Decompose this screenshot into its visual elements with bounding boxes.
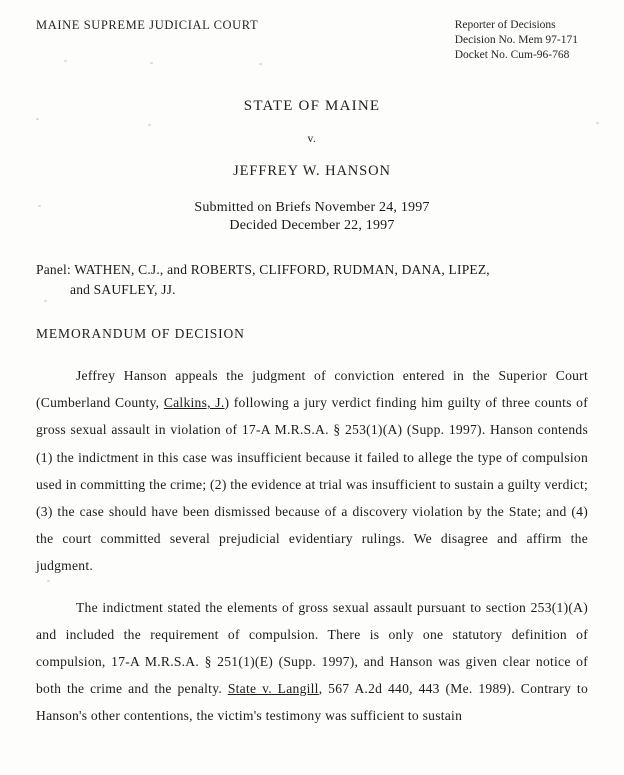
submitted-date: Submitted on Briefs November 24, 1997 (194, 199, 430, 215)
scan-speck (38, 205, 41, 207)
citation-calkins-j: Calkins, J. (163, 395, 225, 411)
scan-speck (47, 580, 50, 582)
case-caption (36, 98, 588, 234)
versus-label: v. (307, 132, 317, 145)
scan-speck (44, 300, 47, 302)
case-party-state: STATE OF MAINE (243, 97, 381, 114)
opinion-paragraph-2 (36, 594, 588, 730)
reporter-block (455, 18, 578, 64)
scan-speck (596, 122, 599, 124)
memorandum-title: MEMORANDUM OF DECISION (36, 326, 245, 342)
decision-number: Decision No. Mem 97-171 (454, 34, 578, 47)
opinion-paragraph-1 (36, 362, 588, 580)
paragraph-2-text-b: , 567 A.2d 440, 443 (Me. 1989). Contrary to Hanson's other contentions, the victim's testimony was sufficient to sustain (36, 681, 588, 724)
docket-number: Docket No. Cum-96-768 (454, 49, 570, 62)
court-name: MAINE SUPREME JUDICIAL COURT (36, 18, 259, 32)
scan-speck (148, 124, 151, 126)
paragraph-2-text-a: The indictment stated the elements of gross sexual assault pursuant to section 253(1)(A) and included the requirement of compulsion. There is only one statutory definition of compulsion, 17-A M.R.S.A. § 251(1)(E) (Supp. 1997), and Hanson was given clear notice of both the crime and the penalty. (36, 599, 588, 697)
scan-speck (64, 60, 67, 62)
document-header (36, 18, 588, 64)
case-party-defendant: JEFFREY W. HANSON (233, 162, 391, 179)
citation-state-v-langill: State v. Langill (227, 681, 319, 697)
panel-line-2: and SAUFLEY, JJ. (70, 281, 176, 297)
scan-speck (150, 62, 153, 64)
paragraph-1-text-b: ) following a jury verdict finding him guilty of three counts of gross sexual assault in violation of 17-A M.R.S.A. § 253(1)(A) (Supp. 1997). Hanson contends (1) the indictment in this case was insufficient because it failed to allege the type of compulsion used in committing the crime; (2) the evidence at trial was insufficient to sustain a guilty verdict; (3) the case should have been dismissed because of a discovery violation by the State; and (4) the court committed several prejudicial evidentiary rulings. We disagree and affirm the judgment. (36, 395, 588, 574)
panel-line-1: Panel: WATHEN, C.J., and ROBERTS, CLIFFORD, RUDMAN, DANA, LIPEZ, (36, 261, 490, 277)
scan-speck (259, 63, 262, 65)
judicial-panel (36, 260, 588, 301)
paragraph-1-text-a: Jeffrey Hanson appeals the judgment of conviction entered in the Superior Court (Cumberland County, (36, 368, 588, 411)
scan-speck (36, 118, 39, 120)
reporter-of-decisions-label: Reporter of Decisions (454, 19, 556, 31)
decided-date: Decided December 22, 1997 (229, 217, 395, 233)
